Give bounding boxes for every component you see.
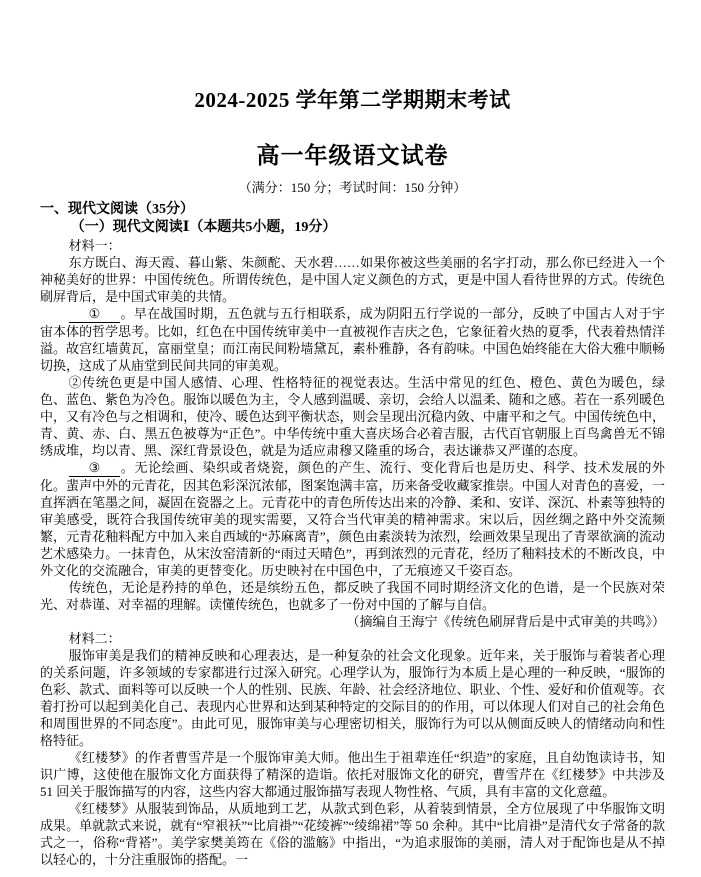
material-1-label: 材料一： — [68, 238, 121, 253]
paragraph-text: 。无论绘画、染织或者烧瓷，颜色的产生、流行、变化背后也是历史、科学、技术发展的外化。蜚声中外的元青花，因其色彩深沉浓郁，图案饱满丰富，历来备受收藏家推崇。中国人对青色的喜爱，一直挥洒在笔墨之间，凝固在瓷器之上。元青花中的青色所传达出来的冷静、柔和、安详、深沉、朴素等独特的审美感受，既符合我国传统审美的现实需要，又符合当代审美的精神需求。宋以后，因丝绸之路中外交流频繁，元青花釉料配方中加入来自西域的“苏麻离青”，颜色由素淡转为浓烈，绘画效果呈现出了青翠欲滴的流动艺术感染力。一抹青色，从宋汝窑清新的“雨过天晴色”，再到浓烈的元青花，经历了釉料技术的不断改良，中外文化的交流融合，审美的更替变化。历史映衬在中国色中，了无痕迹又千姿百态。 — [40, 460, 665, 578]
material-2-paragraph-2: 《红楼梦》的作者曹雪芹是一个服饰审美大师。他出生于祖辈连任“织造”的家庭，且自幼饱读诗书，知识广博，这使他在服饰文化方面获得了精深的造诣。依托对服饰文化的研究，曹雪芹在《红楼梦》中共涉及 51 回关于服饰描写的内容，这些内容大都通过服饰描写表现人物性格、气质，具有丰富的文化意蕴。 — [40, 750, 665, 799]
blank-number-3: ③ — [88, 460, 101, 475]
paper-title: 高一年级语文试卷 — [256, 143, 449, 168]
material-1-paragraph-2 — [40, 305, 665, 374]
paragraph-text: 传统色，无论是矜持的单色，还是缤纷五色，都反映了我国不同时期经济文化的色谱，是一个民族对荣光、对恭谨、对幸福的理解。读懂传统色，也就多了一份对中国的了解与自信。 — [40, 580, 665, 612]
section-heading-modern-reading: 一、现代文阅读（35分） — [40, 202, 194, 217]
paragraph-text: 东方既白、海天霞、暮山紫、朱颜酡、天水碧……如果你被这些美丽的名字打动，那么你已经进入一个神秘美好的世界：中国传统色。所谓传统色，是中国人定义颜色的方式，更是中国人看待世界的方式。传统色刷屏背后，是中国式审美的共情。 — [40, 255, 665, 304]
paragraph-text: 。早在战国时期，五色就与五行相联系，成为阴阳五行学说的一部分，反映了中国古人对于宇宙本体的哲学思考。比如，红色在中国传统审美中一直被视作吉庆之色，它象征着火热的夏季，代表着热情洋溢。故宫红墙黄瓦，富丽堂皇；而江南民间粉墙黛瓦，素朴雅静，各有韵味。中国色始终能在大俗大雅中顺畅切换，这成了从庙堂到民间共同的审美观。 — [40, 306, 665, 373]
paragraph-text: ②传统色更是中国人感情、心理、性格特征的视觉表达。生活中常见的红色、橙色、黄色为暖色，绿色、蓝色、紫色为冷色。服饰以暖色为主，令人感到温暖、亲切，会给人以温柔、随和之感。若在一系列暖色中，又有冷色与之相调和，使冷、暖色达到平衡状态，则会呈现出沉稳内敛、中庸平和之气。中国传统色中，青、黄、赤、白、黑五色被尊为“正色”。中华传统中重大喜庆场合必着吉服，古代百官朝服上百鸟禽兽无不锦绣成堆，均以青、黑、深红背景设色，就是为适应肃穆又隆重的场合，表达谦恭又严谨的态度。 — [40, 375, 665, 458]
material-1-paragraph-4 — [40, 459, 665, 579]
subsection-heading-reading-1: （一）现代文阅读Ⅰ（本题共5小题，19分） — [70, 220, 337, 235]
material-1-paragraph-1 — [40, 254, 665, 305]
fill-blank-1 — [69, 305, 121, 323]
material-1-paragraph-5 — [40, 579, 665, 613]
blank-number-1: ① — [88, 306, 101, 321]
material-2-paragraph-3: 《红楼梦》从服装到饰品，从质地到工艺，从款式到色彩，从着装到情景，全方位展现了中华服饰文明成果。单就款式来说，就有“窄裉袄”“比肩褂”“花绫裤”“绫绵裙”等 50 余种。其中“比肩褂”是清代女子常备的款式之一，俗称“背褡”。美学家樊美筠在《俗的滥觞》中指出，“为追求服饰的美丽，清人对于配饰也是从不掉以轻心的，十分注重服饰的搭配。一 — [40, 801, 665, 867]
fill-blank-3 — [69, 459, 121, 477]
material-2-paragraph-1: 服饰审美是我们的精神反映和心理表达，是一种复杂的社会文化现象。近年来，关于服饰与着装者心理的关系问题，许多领域的专家都进行过深入研究。心理学认为，服饰行为本质上是心理的一种反映，“服饰的色彩、款式、面料等可以反映一个人的性别、民族、年龄、社会经济地位、职业、个性、爱好和价值观等。衣着打扮可以起到美化自己、表现内心世界和达到某种特定的交际目的的作用，可以体现人们对自己的社会角色和周围世界的不同态度”。由此可见，服饰审美与心理密切相关，服饰行为可以从侧面反映人的情绪动向和性格特征。 — [40, 648, 665, 748]
material-2-label: 材料二： — [68, 631, 121, 646]
material-1-attribution: （摘编自王海宁《传统色刷屏背后是中式审美的共鸣》） — [346, 614, 665, 629]
exam-title: 2024-2025 学年第二学期期末考试 — [194, 88, 511, 112]
material-1-paragraph-3 — [40, 374, 665, 459]
score-time-info: （满分：150 分；考试时间：150 分钟） — [238, 180, 467, 195]
